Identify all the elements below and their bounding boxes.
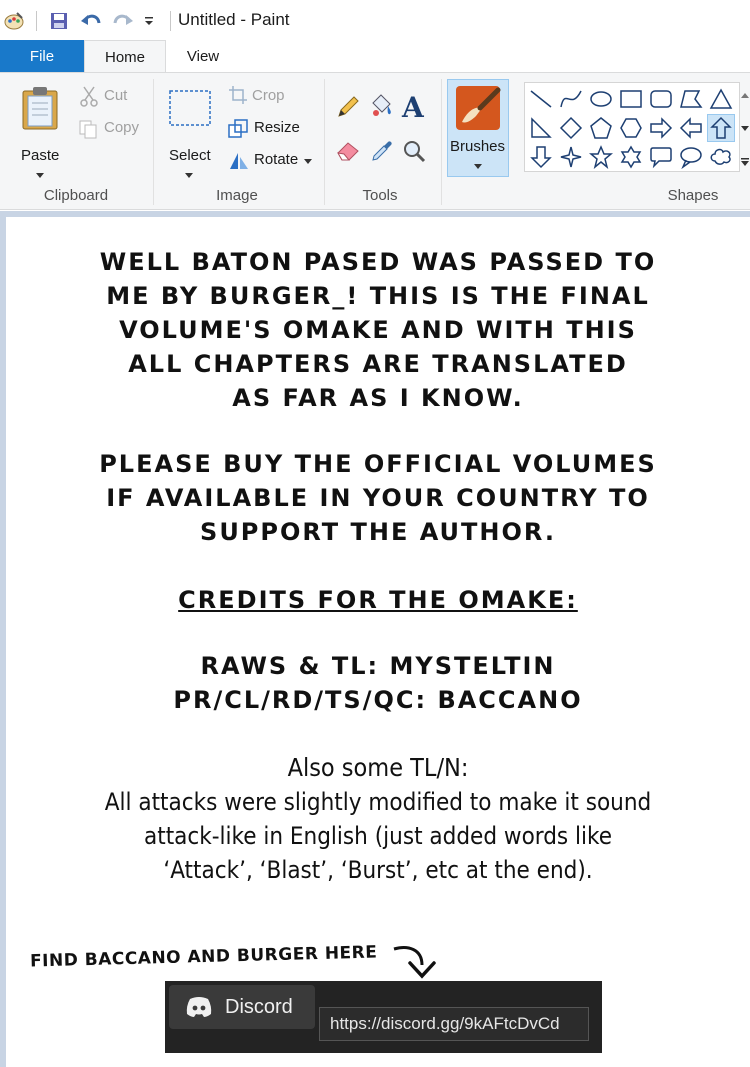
divider [153, 79, 154, 205]
credit-line: RAWS & TL: MYSTELTIN [200, 652, 556, 680]
tab-view[interactable]: View [186, 47, 220, 65]
four-point-star-shape-icon[interactable] [557, 143, 585, 171]
paste-button[interactable] [14, 81, 66, 173]
six-point-star-shape-icon[interactable] [617, 143, 645, 171]
select-label: Select [169, 147, 211, 164]
left-arrow-shape-icon[interactable] [677, 114, 705, 142]
selection-rectangle-icon [168, 89, 212, 132]
rotate-icon [228, 151, 250, 176]
right-arrow-shape-icon[interactable] [647, 114, 675, 142]
text-line: VOLUME'S OMAKE AND WITH THIS [119, 316, 637, 344]
pencil-icon[interactable] [336, 95, 360, 124]
tab-file[interactable]: File [0, 40, 84, 72]
scroll-down-icon[interactable] [740, 120, 750, 138]
color-picker-icon[interactable] [370, 139, 394, 168]
rotate-button[interactable] [226, 149, 316, 173]
credit-line: PR/CL/RD/TS/QC: BACCANO [173, 686, 583, 714]
ribbon [0, 72, 750, 210]
paste-label: Paste [21, 147, 60, 164]
up-arrow-shape-icon[interactable] [707, 114, 735, 142]
text-line: IF AVAILABLE IN YOUR COUNTRY TO [106, 484, 650, 512]
shapes-gallery [524, 82, 740, 172]
rotate-label: Rotate [254, 151, 299, 168]
tab-home[interactable]: Home [84, 40, 166, 73]
find-us-text: FIND BACCANO AND BURGER HERE [29, 942, 378, 972]
divider [170, 11, 171, 31]
scissors-icon [80, 85, 98, 112]
notes-line: All attacks were slightly modified to make it sound [104, 788, 652, 816]
canvas-area [0, 211, 750, 1067]
cut-label: Cut [104, 87, 128, 104]
text-line: SUPPORT THE AUTHOR. [200, 518, 556, 546]
ribbon-tabs [0, 40, 750, 72]
copy-icon [78, 119, 98, 144]
copy-button[interactable] [78, 117, 148, 141]
resize-button[interactable] [226, 117, 316, 141]
fill-bucket-icon[interactable] [368, 93, 394, 124]
shapes-group-label: Shapes [667, 187, 719, 204]
paste-dropdown-icon [36, 173, 44, 178]
brush-icon [454, 84, 502, 137]
brushes-dropdown-icon [474, 164, 482, 169]
select-dropdown-icon [185, 173, 193, 178]
rounded-callout-shape-icon[interactable] [647, 143, 675, 171]
cut-button[interactable] [78, 85, 148, 109]
scroll-up-icon[interactable] [740, 86, 750, 104]
five-point-star-shape-icon[interactable] [587, 143, 615, 171]
notes-line: attack-like in English (just added words like [144, 822, 612, 850]
crop-icon [228, 85, 248, 110]
rounded-rectangle-shape-icon[interactable] [647, 85, 675, 113]
rotate-dropdown-icon [304, 159, 312, 164]
brushes-button[interactable] [447, 79, 509, 177]
discord-link[interactable] [319, 1007, 589, 1041]
discord-button[interactable] [169, 985, 315, 1029]
eraser-icon[interactable] [336, 139, 360, 166]
save-icon[interactable] [48, 9, 70, 33]
discord-label: Discord [225, 996, 293, 1018]
resize-icon [228, 119, 248, 144]
hexagon-shape-icon[interactable] [617, 114, 645, 142]
redo-icon[interactable] [110, 9, 136, 33]
text-line: ALL CHAPTERS ARE TRANSLATED [128, 350, 628, 378]
triangle-shape-icon[interactable] [707, 85, 735, 113]
oval-shape-icon[interactable] [587, 85, 615, 113]
text-line: PLEASE BUY THE OFFICIAL VOLUMES [99, 450, 657, 478]
discord-widget [165, 981, 602, 1053]
copy-label: Copy [104, 119, 140, 136]
oval-callout-shape-icon[interactable] [677, 143, 705, 171]
down-arrow-shape-icon[interactable] [527, 143, 555, 171]
text-line: WELL BATON PASED WAS PASSED TO [99, 248, 657, 276]
text-line: AS FAR AS I KNOW. [232, 384, 524, 412]
resize-label: Resize [254, 119, 300, 136]
expand-gallery-icon[interactable] [740, 154, 750, 172]
notes-heading: Also some TL/N: [287, 753, 469, 782]
crop-button[interactable] [226, 85, 316, 109]
divider [324, 79, 325, 205]
customize-quick-access-icon[interactable] [140, 9, 158, 33]
pentagon-shape-icon[interactable] [587, 114, 615, 142]
image-group-label: Image [216, 187, 258, 204]
clipboard-icon [20, 85, 60, 136]
notes-line: ‘Attack’, ‘Blast’, ‘Burst’, etc at the end). [163, 856, 593, 884]
shapes-scroll[interactable] [738, 82, 750, 172]
undo-icon[interactable] [78, 9, 104, 33]
right-triangle-shape-icon[interactable] [527, 114, 555, 142]
discord-url: https://discord.gg/9kAFtcDvCd [330, 1014, 560, 1033]
divider [36, 11, 37, 31]
diamond-shape-icon[interactable] [557, 114, 585, 142]
magnifier-icon[interactable] [402, 139, 426, 168]
title-bar [0, 0, 750, 40]
divider [441, 79, 442, 205]
curve-shape-icon[interactable] [557, 85, 585, 113]
paint-app-icon[interactable] [2, 9, 26, 33]
discord-icon [185, 995, 213, 1024]
crop-label: Crop [252, 87, 285, 104]
drawing-canvas[interactable] [6, 217, 750, 1067]
cloud-callout-shape-icon[interactable] [707, 143, 735, 171]
polygon-shape-icon[interactable] [677, 85, 705, 113]
line-shape-icon[interactable] [527, 85, 555, 113]
select-button[interactable] [162, 81, 220, 173]
text-line: ME BY BURGER_! THIS IS THE FINAL [106, 282, 650, 310]
clipboard-group-label: Clipboard [43, 187, 109, 204]
rectangle-shape-icon[interactable] [617, 85, 645, 113]
credits-heading: CREDITS FOR THE OMAKE: [178, 586, 578, 614]
brushes-label: Brushes [450, 138, 506, 155]
text-icon[interactable]: A [402, 91, 424, 124]
window-title: Untitled - Paint [178, 10, 290, 29]
tools-group-label: Tools [362, 187, 398, 204]
